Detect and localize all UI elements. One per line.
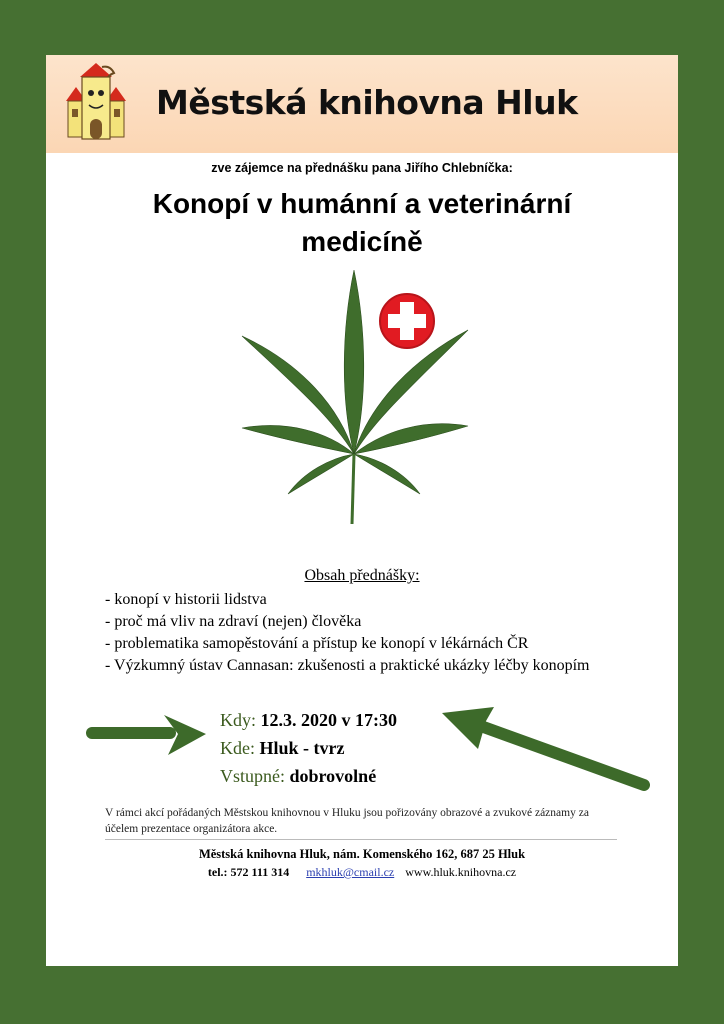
footer-address: Městská knihovna Hluk, nám. Komenského 162, 687 25 Hluk [198,847,526,861]
footer-contacts [46,865,678,880]
footer-email-link[interactable]: mkhluk@cmail.cz [306,865,395,879]
when-label: Kdy: [220,710,256,730]
entry-value: dobrovolné [289,766,377,786]
medical-cross-icon [378,292,436,350]
library-title: Městská knihovna Hluk [156,83,578,122]
detail-where [220,734,397,762]
event-details [220,706,397,790]
list-item: - proč má vliv na zdraví (nejen) člověka [105,613,362,630]
cannabis-leaf-icon [236,268,476,526]
divider [105,839,617,840]
detail-entry [220,762,397,790]
arrow-right-icon [86,713,212,759]
list-item: - problematika samopěstování a přístup ke konopí v lékárnách ČR [105,635,529,652]
poster [46,55,678,966]
castle-logo-icon [62,61,132,147]
when-value: 12.3. 2020 v 17:30 [260,710,397,730]
list-item: - Výzkumný ústav Cannasan: zkušenosti a praktické ukázky léčby konopím [105,657,590,674]
footer-phone: tel.: 572 111 314 [207,865,290,879]
entry-label: Vstupné: [220,766,285,786]
detail-when [220,706,397,734]
topic-list [105,589,595,677]
invitation-text: zve zájemce na přednášku pana Jiřího Chlebníčka: [211,161,513,175]
where-value: Hluk - tvrz [259,738,345,758]
recording-note: V rámci akcí pořádaných Městskou knihovnou v Hluku jsou pořizovány obrazové a zvukové záznamy za účelem prezentace organizátora akce. [105,807,589,835]
where-label: Kde: [220,738,255,758]
arrow-left-icon [438,705,654,795]
footer-web: www.hluk.knihovna.cz [405,865,517,879]
lecture-title-line1: Konopí v humánní a veterinární [152,188,572,219]
lecture-title [46,185,678,261]
lecture-title-line2: medicíně [301,226,423,257]
header-banner [46,55,678,153]
content-heading: Obsah přednášky: [304,567,420,584]
list-item: - konopí v historii lidstva [105,591,267,608]
